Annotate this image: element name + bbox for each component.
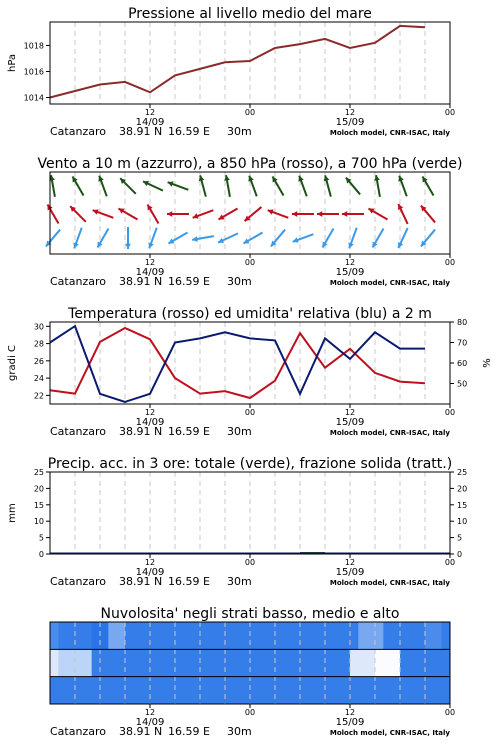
cloud-cell [217, 649, 226, 676]
wind-chart-date-label: 15/09 [335, 267, 365, 278]
wind-arrow-10m [421, 230, 435, 247]
temp-humidity-chart-title: Temperatura (rosso) ed umidita' relativa (blu) a 2 m [68, 306, 432, 322]
wind-arrow-10m [271, 230, 285, 247]
cloud-cell [350, 649, 359, 676]
cloud-cell [175, 622, 184, 649]
cloud-cell [383, 677, 392, 704]
cloud-cell [142, 677, 151, 704]
precip-chart-location: Catanzaro [50, 575, 106, 588]
cloud-cell [292, 649, 301, 676]
cloud-cell [50, 677, 59, 704]
cloud-cell [58, 677, 67, 704]
cloud-cell [83, 622, 92, 649]
temp-humidity-chart-alt: 30m [227, 425, 252, 438]
cloud-cell [108, 622, 117, 649]
cloud-cell [75, 622, 84, 649]
cloud-cell [333, 622, 342, 649]
cloud-cell [225, 649, 234, 676]
cloud-cell [258, 677, 267, 704]
cloud-cell [200, 649, 209, 676]
wind-arrow-850hPa [268, 209, 289, 217]
wind-arrow-850hPa [421, 206, 435, 223]
cloud-cell [308, 622, 317, 649]
cloud-cell [417, 622, 426, 649]
wind-chart-tick-label: 12 [344, 258, 356, 267]
precip-chart-ytick-right-label: 25 [457, 468, 468, 477]
cloud-chart-lon: 16.59 E [168, 725, 210, 738]
cloud-cell [392, 622, 401, 649]
wind-chart-location: Catanzaro [50, 275, 106, 288]
precip-chart-ylabel: mm [7, 503, 18, 523]
cloud-cell [358, 649, 367, 676]
cloud-cell [433, 622, 442, 649]
cloud-chart-tick-label: 12 [144, 708, 156, 717]
cloud-cell [267, 677, 276, 704]
precip-chart-credit: Moloch model, CNR-ISAC, Italy [329, 579, 450, 587]
cloud-chart-lat: 38.91 N [119, 725, 163, 738]
cloud-cell [192, 622, 201, 649]
cloud-cell [133, 649, 142, 676]
temp-humidity-chart-lat: 38.91 N [119, 425, 163, 438]
wind-arrow-10m [398, 228, 408, 248]
cloud-cell [417, 677, 426, 704]
cloud-cell [192, 677, 201, 704]
pressure-chart-tick-label: 00 [244, 108, 256, 117]
wind-arrow-700hPa [120, 178, 136, 194]
wind-arrow-700hPa [73, 176, 84, 195]
wind-arrow-10m [373, 228, 384, 247]
cloud-cell [325, 649, 334, 676]
cloud-cell [67, 649, 76, 676]
pressure-chart-title: Pressione al livello medio del mare [128, 6, 372, 22]
temp-humidity-chart-ytick-label: 22 [33, 391, 44, 401]
precip-chart-date-label: 15/09 [335, 567, 365, 578]
cloud-cell [167, 649, 176, 676]
wind-arrow-850hPa [368, 209, 387, 220]
cloud-cell [275, 622, 284, 649]
cloud-cell [150, 649, 159, 676]
wind-arrow-850hPa [342, 211, 364, 217]
cloud-cell [375, 622, 384, 649]
cloud-cell [283, 677, 292, 704]
cloud-cell [283, 649, 292, 676]
precip-chart-tick-label: 00 [444, 558, 456, 567]
cloud-cell [250, 622, 259, 649]
cloud-cell [67, 622, 76, 649]
precip-chart-ytick-right-label: 0 [457, 550, 463, 559]
cloud-cell [150, 677, 159, 704]
cloud-cell [167, 677, 176, 704]
cloud-cell [50, 649, 59, 676]
cloud-cell [208, 649, 217, 676]
cloud-cell [425, 677, 434, 704]
cloud-cell [300, 677, 309, 704]
cloud-cell [117, 622, 126, 649]
cloud-chart-title: Nuvolosita' negli strati basso, medio e alto [100, 606, 400, 622]
cloud-cell [250, 677, 259, 704]
cloud-cell [325, 622, 334, 649]
pressure-chart-location: Catanzaro [50, 125, 106, 138]
temp-humidity-chart-ytick-right-label: 80 [457, 318, 468, 327]
cloud-cell [75, 677, 84, 704]
cloud-cell [400, 677, 409, 704]
cloud-cell [92, 622, 101, 649]
precip-chart-date-label: 14/09 [135, 567, 165, 578]
cloud-chart-credit: Moloch model, CNR-ISAC, Italy [329, 729, 450, 737]
cloud-cell [108, 677, 117, 704]
cloud-cell [58, 649, 67, 676]
wind-arrow-10m [243, 233, 262, 244]
wind-arrow-10m [192, 236, 214, 242]
temp-humidity-chart-location: Catanzaro [50, 425, 106, 438]
cloud-cell [158, 649, 167, 676]
temp-humidity-chart-ytick-label: 26 [33, 356, 44, 366]
wind-chart-tick-label: 00 [444, 258, 456, 267]
wind-arrow-10m [46, 230, 60, 247]
cloud-cell [150, 622, 159, 649]
cloud-cell [117, 677, 126, 704]
temp-humidity-chart-credit: Moloch model, CNR-ISAC, Italy [329, 429, 450, 437]
precip-chart-title: Precip. acc. in 3 ore: totale (verde), frazione solida (tratt.) [47, 456, 453, 472]
cloud-cell [242, 622, 251, 649]
cloud-cell [183, 649, 192, 676]
precip-chart-alt: 30m [227, 575, 252, 588]
cloud-cell [375, 649, 384, 676]
wind-chart-credit: Moloch model, CNR-ISAC, Italy [329, 279, 450, 287]
cloud-chart-date-label: 14/09 [135, 717, 165, 728]
wind-arrow-850hPa [167, 211, 189, 217]
wind-arrow-850hPa [148, 204, 159, 223]
cloud-cell [158, 677, 167, 704]
wind-arrow-850hPa [193, 210, 214, 218]
cloud-cell [50, 622, 59, 649]
cloud-cell [367, 677, 376, 704]
wind-chart-tick-label: 00 [244, 258, 256, 267]
cloud-cell [242, 649, 251, 676]
cloud-cell [125, 622, 134, 649]
pressure-chart-lon: 16.59 E [168, 125, 210, 138]
pressure-chart-tick-label: 12 [144, 108, 156, 117]
cloud-cell [367, 649, 376, 676]
cloud-cell [317, 677, 326, 704]
precip-chart-ytick-label: 10 [33, 517, 44, 527]
cloud-cell [392, 649, 401, 676]
wind-arrow-700hPa [143, 181, 163, 191]
precip-chart-ytick-right-label: 20 [457, 484, 468, 494]
precip-chart-lon: 16.59 E [168, 575, 210, 588]
cloud-cell [300, 649, 309, 676]
cloud-cell [92, 649, 101, 676]
cloud-cell [417, 649, 426, 676]
cloud-cell [275, 649, 284, 676]
wind-arrow-700hPa [423, 176, 434, 195]
temp-humidity-chart-ytick-right-label: 70 [457, 338, 468, 348]
cloud-cell [358, 677, 367, 704]
cloud-cell [258, 649, 267, 676]
cloud-cell [433, 677, 442, 704]
precip-chart-tick-label: 12 [344, 558, 356, 567]
cloud-cell [283, 622, 292, 649]
cloud-cell [117, 649, 126, 676]
wind-chart-lat: 38.91 N [119, 275, 163, 288]
cloud-cell [258, 622, 267, 649]
pressure-chart-ytick-label: 1018 [23, 41, 44, 51]
wind-arrow-850hPa [48, 204, 59, 223]
wind-chart-alt: 30m [227, 275, 252, 288]
cloud-cell [108, 649, 117, 676]
wind-chart-tick-label: 12 [144, 258, 156, 267]
wind-chart-lon: 16.59 E [168, 275, 210, 288]
cloud-cell [383, 622, 392, 649]
precip-chart-ytick-label: 25 [33, 468, 44, 477]
precip-chart-ytick-right-label: 15 [457, 500, 468, 510]
pressure-chart-ytick-label: 1016 [23, 67, 44, 77]
wind-arrow-850hPa [245, 207, 262, 221]
wind-arrow-850hPa [93, 209, 114, 217]
cloud-cell [225, 622, 234, 649]
cloud-cell [200, 677, 209, 704]
temp-humidity-chart-tick-label: 00 [444, 408, 456, 417]
precip-chart-tick-label: 00 [244, 558, 256, 567]
temp-humidity-chart-ytick-label: 24 [33, 374, 44, 384]
cloud-cell [308, 649, 317, 676]
cloud-cell [75, 649, 84, 676]
temp-humidity-chart-ytick-label: 28 [33, 339, 44, 349]
cloud-cell [442, 649, 451, 676]
cloud-cell [425, 622, 434, 649]
cloud-cell [308, 677, 317, 704]
temp-humidity-chart-tick-label: 00 [244, 408, 256, 417]
cloud-cell [408, 622, 417, 649]
cloud-cell [142, 622, 151, 649]
wind-arrow-850hPa [292, 211, 314, 217]
cloud-cell [133, 622, 142, 649]
cloud-cell [392, 677, 401, 704]
precip-chart-tick-label: 12 [144, 558, 156, 567]
temp-humidity-chart-tick-label: 12 [144, 408, 156, 417]
wind-arrow-10m [218, 233, 238, 243]
cloud-cell [275, 677, 284, 704]
cloud-chart-tick-label: 00 [444, 708, 456, 717]
precip-chart-ytick-right-label: 5 [457, 533, 463, 543]
cloud-cell [300, 622, 309, 649]
pressure-chart-lat: 38.91 N [119, 125, 163, 138]
pressure-chart-alt: 30m [227, 125, 252, 138]
precip-chart-ytick-right-label: 10 [457, 517, 468, 527]
cloud-cell [425, 649, 434, 676]
cloud-cell [133, 677, 142, 704]
pressure-chart-ylabel: hPa [7, 53, 18, 73]
cloud-cell [358, 622, 367, 649]
pressure-chart-line [50, 26, 425, 98]
cloud-cell [67, 677, 76, 704]
cloud-cell [400, 622, 409, 649]
wind-arrow-850hPa [218, 209, 237, 220]
temp-humidity-chart-date-label: 14/09 [135, 417, 165, 428]
cloud-cell [92, 677, 101, 704]
pressure-chart-credit: Moloch model, CNR-ISAC, Italy [329, 129, 450, 137]
cloud-cell [208, 677, 217, 704]
cloud-chart-date-label: 15/09 [335, 717, 365, 728]
precip-chart-ytick-label: 0 [38, 550, 44, 559]
cloud-cell [333, 649, 342, 676]
cloud-cell [342, 649, 351, 676]
cloud-cell [175, 649, 184, 676]
temp-humidity-chart-ylabel: gradi C [7, 345, 18, 381]
cloud-cell [342, 622, 351, 649]
cloud-chart-tick-label: 12 [344, 708, 356, 717]
cloud-cell [200, 622, 209, 649]
wind-chart-title: Vento a 10 m (azzurro), a 850 hPa (rosso), a 700 hPa (verde) [37, 156, 463, 172]
cloud-cell [83, 649, 92, 676]
pressure-chart-tick-label: 12 [344, 108, 356, 117]
cloud-cell [225, 677, 234, 704]
cloud-cell [383, 649, 392, 676]
cloud-cell [317, 649, 326, 676]
wind-arrow-10m [293, 234, 314, 242]
pressure-chart-date-label: 15/09 [335, 117, 365, 128]
cloud-cell [400, 649, 409, 676]
cloud-cell [233, 677, 242, 704]
precip-chart-lat: 38.91 N [119, 575, 163, 588]
cloud-cell [233, 649, 242, 676]
cloud-cell [375, 677, 384, 704]
cloud-cell [58, 622, 67, 649]
cloud-cell [342, 677, 351, 704]
wind-arrow-10m [168, 233, 187, 244]
cloud-cell [183, 622, 192, 649]
cloud-cell [408, 677, 417, 704]
cloud-cell [250, 649, 259, 676]
cloud-cell [325, 677, 334, 704]
wind-arrow-700hPa [273, 176, 284, 195]
cloud-cell [167, 622, 176, 649]
cloud-cell [217, 677, 226, 704]
cloud-chart-alt: 30m [227, 725, 252, 738]
wind-arrow-850hPa [70, 206, 86, 222]
pressure-chart-tick-label: 00 [444, 108, 456, 117]
cloud-cell [242, 677, 251, 704]
cloud-cell [367, 622, 376, 649]
precip-chart-ytick-label: 20 [33, 484, 44, 494]
wind-arrow-850hPa [398, 204, 408, 224]
temp-humidity-chart-ylabel-right: % [482, 358, 493, 368]
cloud-cell [350, 622, 359, 649]
cloud-chart-tick-label: 00 [244, 708, 256, 717]
cloud-cell [125, 677, 134, 704]
cloud-cell [267, 622, 276, 649]
cloud-cell [292, 677, 301, 704]
temp-humidity-chart-ytick-label: 30 [33, 322, 44, 332]
cloud-cell [100, 622, 109, 649]
cloud-cell [217, 622, 226, 649]
cloud-chart-location: Catanzaro [50, 725, 106, 738]
wind-arrow-10m [323, 228, 334, 247]
cloud-cell [175, 677, 184, 704]
wind-arrow-700hPa [168, 181, 189, 189]
cloud-cell [433, 649, 442, 676]
temp-humidity-chart-lon: 16.59 E [168, 425, 210, 438]
pressure-chart-date-label: 14/09 [135, 117, 165, 128]
temp-humidity-chart-date-label: 15/09 [335, 417, 365, 428]
temp-humidity-chart-ytick-right-label: 60 [457, 359, 468, 368]
cloud-cell [333, 677, 342, 704]
cloud-cell [208, 622, 217, 649]
cloud-cell [267, 649, 276, 676]
precip-chart-ytick-label: 5 [38, 533, 44, 543]
temp-humidity-chart-ytick-right-label: 50 [457, 379, 468, 389]
wind-arrow-700hPa [346, 178, 360, 195]
cloud-cell [100, 649, 109, 676]
wind-arrow-10m [98, 228, 109, 247]
cloud-cell [350, 677, 359, 704]
temp-humidity-chart-tick-label: 12 [344, 408, 356, 417]
cloud-cell [100, 677, 109, 704]
cloud-cell [83, 677, 92, 704]
cloud-cell [233, 622, 242, 649]
cloud-cell [192, 649, 201, 676]
cloud-cell [408, 649, 417, 676]
wind-arrow-10m [125, 227, 131, 249]
cloud-cell [183, 677, 192, 704]
wind-arrow-850hPa [118, 209, 137, 220]
cloud-cell [142, 649, 151, 676]
wind-arrow-850hPa [317, 211, 339, 217]
pressure-chart-ytick-label: 1014 [23, 93, 44, 103]
cloud-cell [292, 622, 301, 649]
cloud-cell [442, 677, 451, 704]
cloud-cell [125, 649, 134, 676]
wind-chart-date-label: 14/09 [135, 267, 165, 278]
precip-chart-ytick-label: 15 [33, 500, 44, 510]
cloud-cell [442, 622, 451, 649]
cloud-cell [317, 622, 326, 649]
cloud-cell [158, 622, 167, 649]
